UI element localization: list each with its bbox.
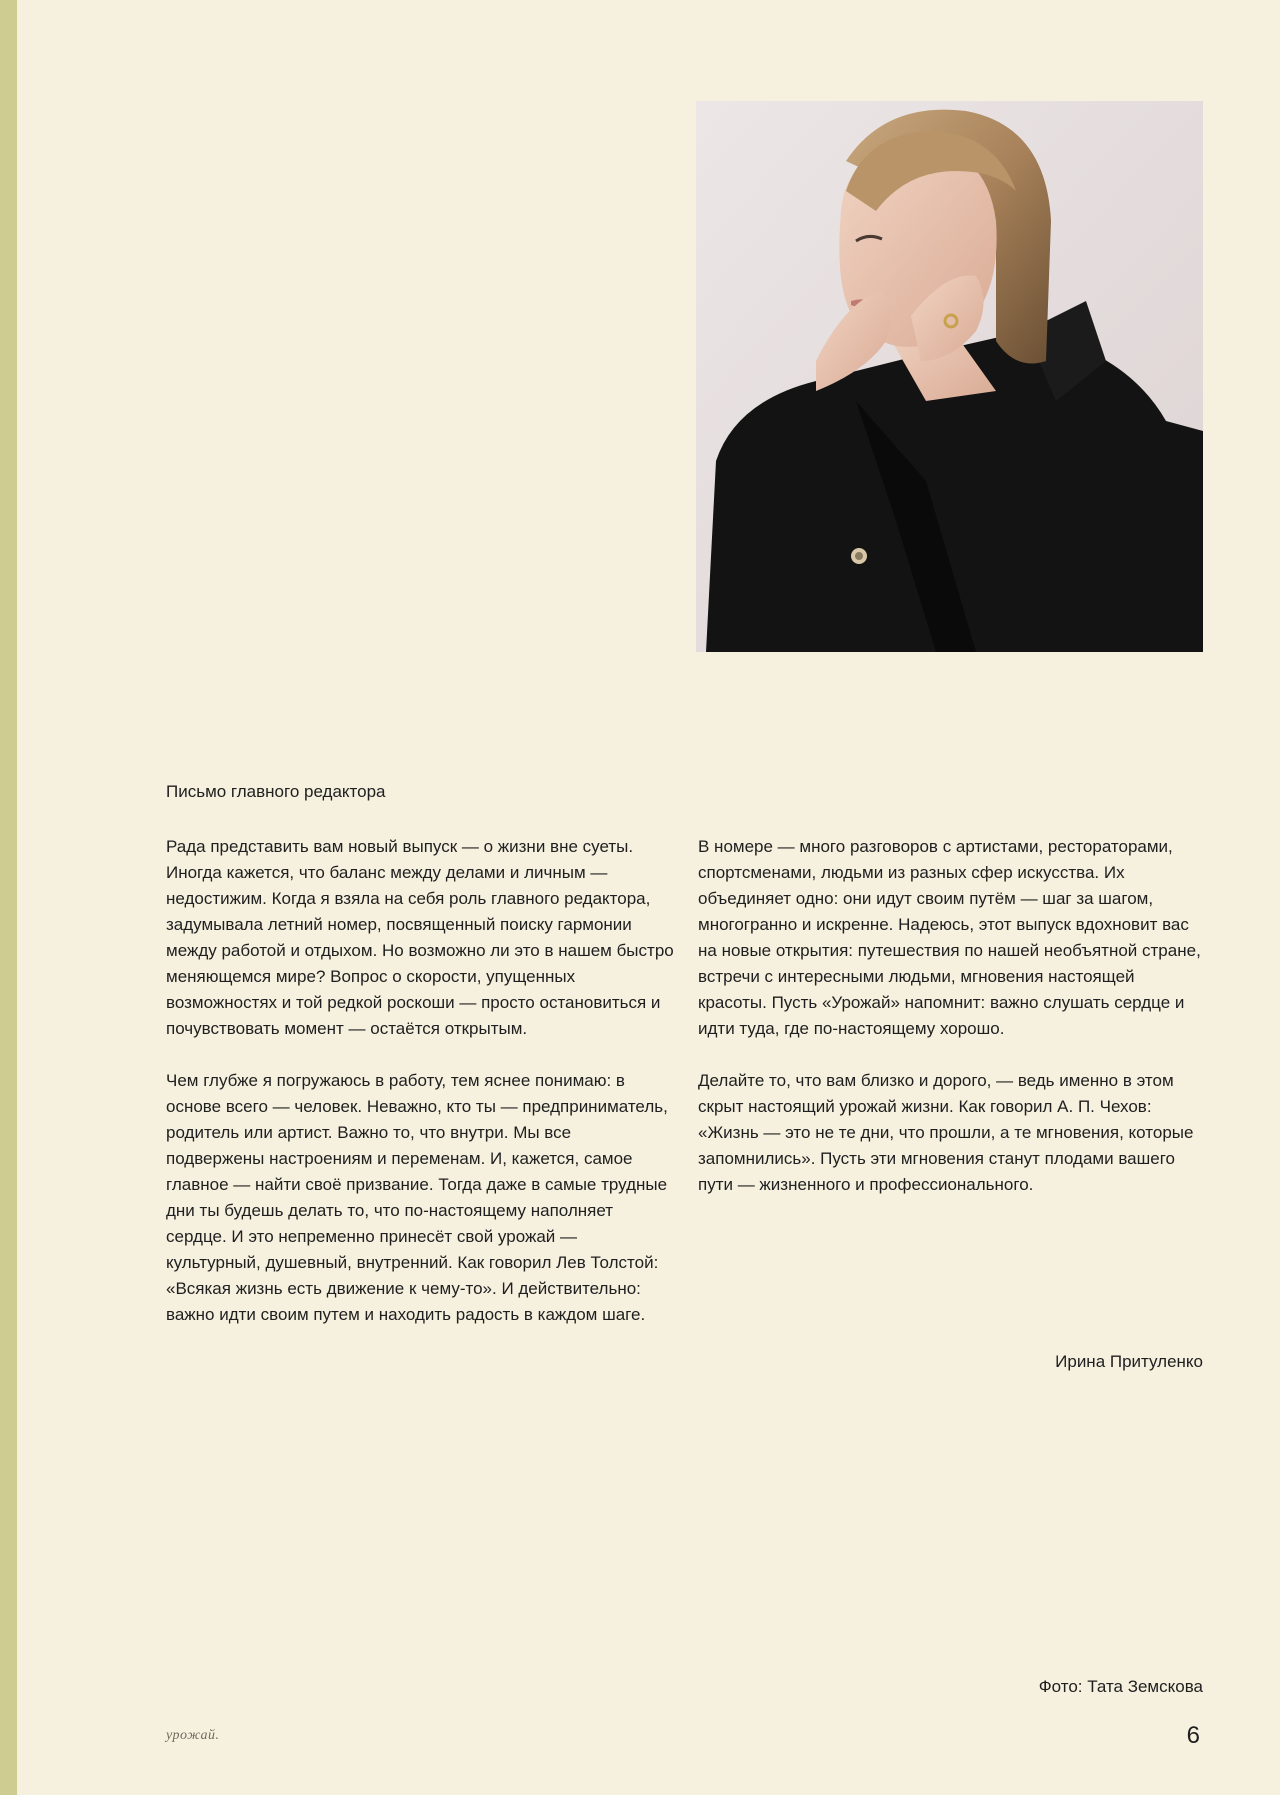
paragraph: В номере — много разговоров с артистами, рестораторами, спортсменами, людьми из разных сфер искусства. Их объединяет одно: они идут своим путём — шаг за шагом, многогранно и искренне. Надеюсь, этот выпуск вдохновит вас на новые открытия: путешествия по нашей необъятной стране, встречи с интересными людьми, мгновения настоящей красоты. Пусть «Урожай» напомнит: важно слушать сердце и идти туда, где по-настоящему хорошо. — [698, 837, 1201, 1038]
right-column — [698, 834, 1206, 1224]
editor-portrait-photo — [696, 101, 1203, 652]
paragraph: Делайте то, что вам близко и дорого, — ведь именно в этом скрыт настоящий урожай жизни. Как говорил А. П. Чехов: «Жизнь — это не те дни, что прошли, а те мгновения, которые запомнились». Пусть эти мгновения станут плодами вашего пути — жизненного и профессионального. — [698, 1071, 1194, 1194]
side-stripe — [0, 0, 17, 1795]
photo-credit: Фото: Тата Земскова — [1038, 1677, 1203, 1696]
page-number: 6 — [1186, 1722, 1200, 1749]
paragraph: Рада представить вам новый выпуск — о жизни вне суеты. Иногда кажется, что баланс между делами и личным — недостижим. Когда я взяла на себя роль главного редактора, задумывала летний номер, посвященный поиску гармонии между работой и отдыхом. Но возможно ли это в нашем быстро меняющемся мире? Вопрос о скорости, упущенных возможностях и той редкой роскоши — просто остановиться и почувствовать момент — остаётся открытым. — [166, 837, 674, 1038]
left-column — [166, 834, 674, 1354]
magazine-logo: урожай. — [166, 1728, 220, 1743]
article-heading: Письмо главного редактора — [166, 782, 386, 801]
paragraph: Чем глубже я погружаюсь в работу, тем яснее понимаю: в основе всего — человек. Неважно, кто ты — предприниматель, родитель или артист. Важно то, что внутри. Мы все подвержены настроениям и переменам. И, кажется, самое главное — найти своё призвание. Тогда даже в самые трудные дни ты будешь делать то, что по-настоящему наполняет сердце. И это непременно принесёт свой урожай — культурный, душевный, внутренний. Как говорил Лев Толстой: «Всякая жизнь есть движение к чему-то». И действительно: важно идти своим путем и находить радость в каждом шаге. — [166, 1071, 668, 1324]
author-signature: Ирина Притуленко — [1055, 1352, 1203, 1371]
